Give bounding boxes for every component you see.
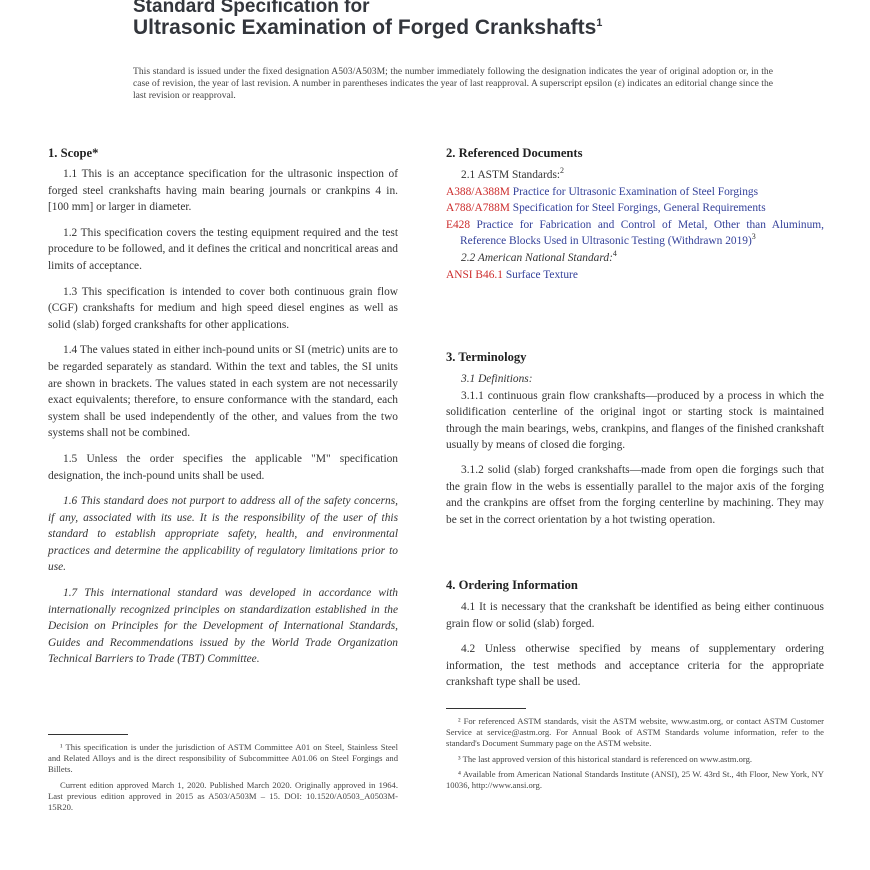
section-2-heading: 2. Referenced Documents: [446, 146, 583, 160]
ref-a788[interactable]: [446, 200, 824, 217]
document-title: [133, 16, 602, 40]
para-3-1-1: 3.1.1 continuous grain flow crankshafts—produced by a process in which the solidification centerline of the original ingot or starting stock is maintained through the main bearings, webs, crankpins, and flanges of the finished crankshaft usually by means of closed die forging.: [446, 389, 824, 452]
para-2-2-sup: 4: [612, 249, 617, 259]
ref-e428[interactable]: [446, 217, 824, 250]
para-4-1: 4.1 It is necessary that the crankshaft be identified as being either continuous grain flow or solid (slab) forged.: [446, 601, 824, 630]
title-line-1: Standard Specification for: [133, 0, 370, 17]
ref-e428-sup: 3: [751, 232, 756, 242]
designation-notice: This standard is issued under the fixed designation A503/A503M; the number immediately following the designation indicates the year of original adoption or, in the case of revision, the year of last revision. A number in parentheses indicates the year of last reapproval. A superscript epsilon (ε) indicates an editorial change since the last revision or reapproval.: [133, 66, 773, 101]
footnote-rule-right: [446, 708, 526, 709]
section-4-heading: 4. Ordering Information: [446, 578, 578, 592]
ref-a388[interactable]: [446, 184, 824, 201]
ref-ansi-code[interactable]: ANSI B46.1: [446, 268, 503, 281]
para-3-1-2: 3.1.2 solid (slab) forged crankshafts—made from open die forgings such that the grain flow in the webs is essentially parallel to the major axis of the forging and the crankpins are offset from the forging centerline by machining. They may be set in the correct orientation by a hot twisting operation.: [446, 463, 824, 526]
para-2-1-text: 2.1 ASTM Standards:: [461, 169, 561, 181]
ref-a788-code[interactable]: A788/A788M: [446, 202, 510, 215]
para-2-1: [446, 167, 824, 184]
para-1-7: 1.7 This international standard was developed in accordance with internationally recognized principles on standardization established in the Decision on Principles for the Development of International Standards, Guides and Recommendations issued by the World Trade Organization Technical Barriers to Trade (TBT) Committee.: [48, 587, 398, 666]
para-2-2: [446, 250, 824, 267]
ref-e428-title[interactable]: Practice for Fabrication and Control of Metal, Other than Aluminum, Reference Blocks Used in Ultrasonic Testing (Withdrawn 2019): [460, 218, 824, 248]
para-1-4: 1.4 The values stated in either inch-pound units or SI (metric) units are to be regarded separately as standard. Within the text and tables, the SI units are shown in brackets. The values stated in each system are not necessarily exact equivalents; therefore, to ensure conformance with the standard, each system shall be used independently of the other, and values from the two systems shall not be combined.: [48, 344, 398, 440]
section-3-heading: 3. Terminology: [446, 350, 527, 364]
ref-a388-code[interactable]: A388/A388M: [446, 185, 510, 198]
section-1-heading: 1. Scope*: [48, 146, 99, 160]
para-1-2: 1.2 This specification covers the testing equipment required and the test procedure to be followed, and it defines the critical and noncritical areas and limits of acceptance.: [48, 226, 398, 272]
para-4-2: 4.2 Unless otherwise specified by means of supplementary ordering information, the test methods and acceptance criteria for the appropriate crankshaft type shall be used.: [446, 643, 824, 689]
title-footnote-mark: 1: [596, 17, 603, 29]
para-2-1-sup: 2: [560, 166, 565, 176]
footnote-3: ³ The last approved version of this historical standard is referenced on www.astm.org.: [458, 753, 753, 764]
footnote-4: ⁴ Available from American National Standards Institute (ANSI), 25 W. 43rd St., 4th Floor, New York, NY 10036, http://www.ansi.org.: [446, 768, 824, 791]
para-2-2-text: 2.2 American National Standard:: [461, 251, 613, 264]
ref-a388-title[interactable]: Practice for Ultrasonic Examination of Steel Forgings: [512, 185, 759, 198]
para-3-1: 3.1 Definitions:: [461, 373, 533, 385]
para-1-6: 1.6 This standard does not purport to address all of the safety concerns, if any, associated with its use. It is the responsibility of the user of this standard to establish appropriate safety, health, and environmental practices and determine the applicability of regulatory limitations prior to use.: [48, 495, 398, 574]
para-1-3: 1.3 This specification is intended to cover both continuous grain flow (CGF) crankshafts for medium and high speed diesel engines as well as solid (slab) forged crankshafts for other applications.: [48, 285, 398, 331]
footnote-2: ² For referenced ASTM standards, visit the ASTM website, www.astm.org, or contact ASTM Customer Service at service@astm.org. For Annual Book of ASTM Standards volume information, refer to the standard's Document Summary page on the ASTM website.: [446, 716, 824, 749]
footnote-1: ¹ This specification is under the jurisdiction of ASTM Committee A01 on Steel, Stainless Steel and Related Alloys and is the direct responsibility of Subcommittee A01.06 on Steel Forgings and Billets.: [48, 742, 398, 775]
footnote-rule-left: [48, 734, 128, 735]
para-1-1: 1.1 This is an acceptance specification for the ultrasonic inspection of forged steel crankshafts having main bearing journals or crankpins 4 in. [100 mm] or larger in diameter.: [48, 168, 398, 214]
ref-e428-code[interactable]: E428: [446, 218, 471, 231]
title-text: Ultrasonic Examination of Forged Crankshafts: [133, 16, 597, 39]
ref-ansi-title[interactable]: Surface Texture: [505, 268, 578, 281]
para-1-5: 1.5 Unless the order specifies the applicable "M" specification designation, the inch-pound units shall be used.: [48, 452, 398, 482]
ref-a788-title[interactable]: Specification for Steel Forgings, General Requirements: [512, 202, 766, 215]
footnote-1-edition: Current edition approved March 1, 2020. Published March 2020. Originally approved in 1964. Last previous edition approved in 2015 as A503/A503M – 15. DOI: 10.1520/A0503_A0503M-15R20.: [48, 779, 398, 813]
ref-ansi[interactable]: [446, 267, 824, 284]
